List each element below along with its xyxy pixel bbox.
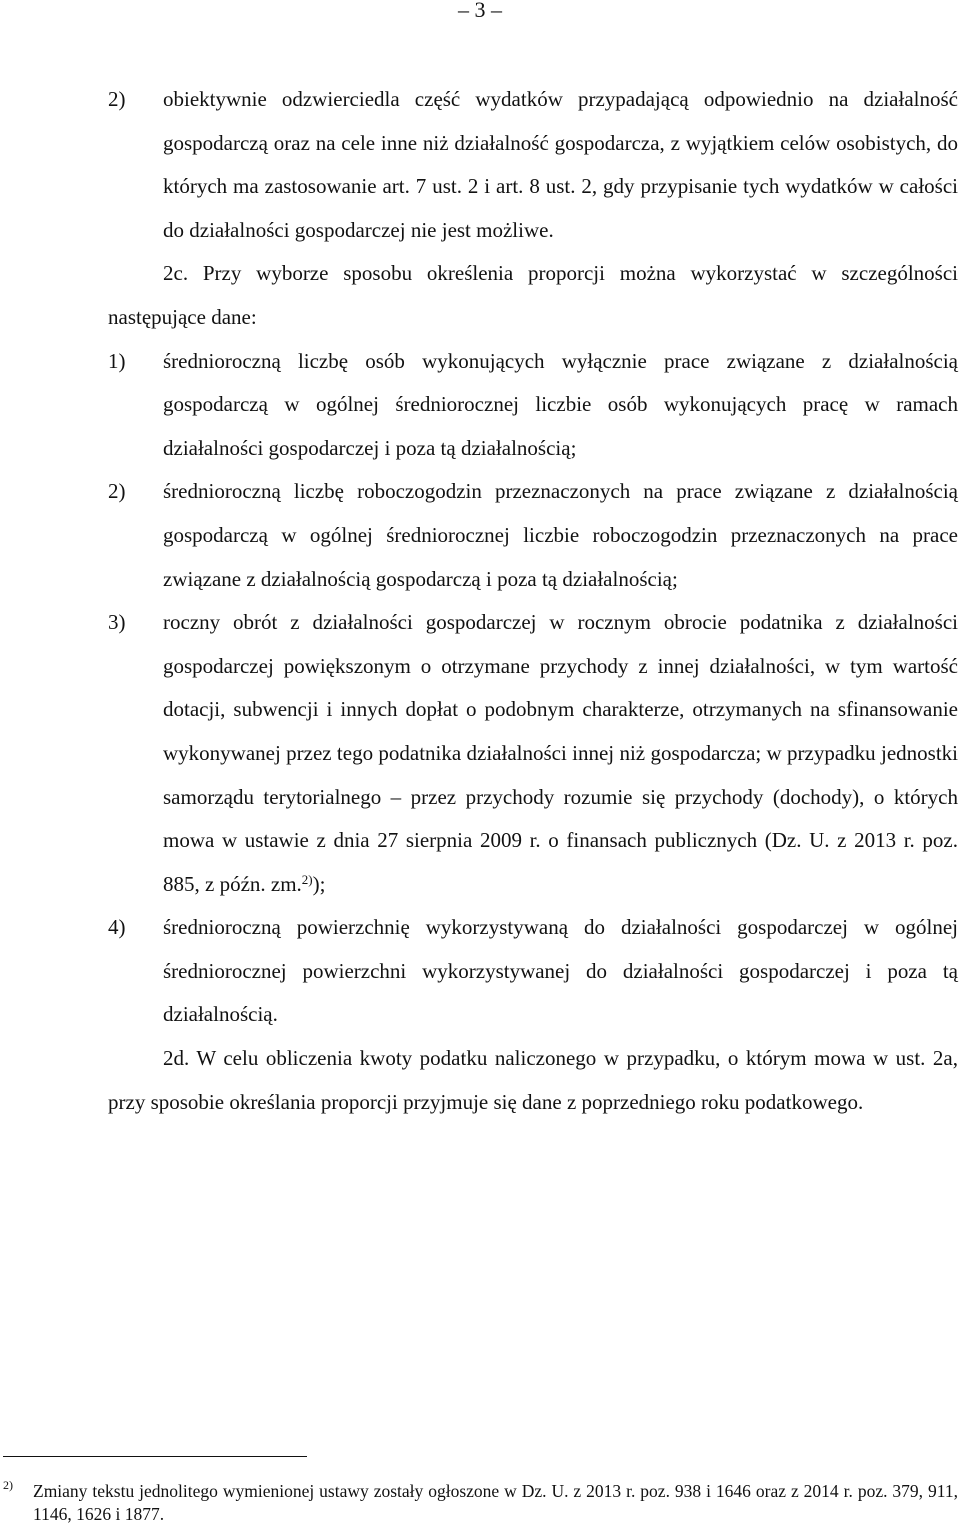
paragraph-2c: 2c. Przy wyborze sposobu określenia proporcji można wykorzystać w szczególności następujące dane: — [108, 261, 958, 329]
list-item-text: średnioroczną liczbę roboczogodzin przeznaczonych na prace związane z działalnością gospodarczą w ogólnej średniorocznej liczbie roboczogodzin przeznaczonych na prace związane z działalnością gospodarczą i poza tą działalnością; — [163, 479, 958, 591]
list-item-text — [163, 601, 958, 906]
footnote-mark: 2) — [3, 1478, 13, 1492]
list-item-number: 2) — [108, 87, 126, 111]
document-body — [108, 78, 958, 1124]
list-item — [108, 340, 958, 471]
list-item-text: średnioroczną liczbę osób wykonujących wyłącznie prace związane z działalnością gospodarczą w ogólnej średniorocznej liczbie osób wykonujących pracę w ramach działalności gospodarczej i poza tą działalnością; — [163, 348, 958, 460]
paragraph-2d: 2d. W celu obliczenia kwoty podatku naliczonego w przypadku, o którym mowa w ust. 2a, przy sposobie określania proporcji przyjmuje się dane z poprzedniego roku podatkowego. — [108, 1046, 958, 1114]
footnote-text: Zmiany tekstu jednolitego wymienionej ustawy zostały ogłoszone w Dz. U. z 2013 r. poz. 938 i 1646 oraz z 2014 r. poz. 379, 911, 1146, 1626 i 1877. — [33, 1481, 958, 1524]
list-item — [108, 78, 958, 252]
list-item-text-main: roczny obrót z działalności gospodarczej w rocznym obrocie podatnika z działalności gospodarczej powiększonym o otrzymane przychody z innej działalności, w tym wartość dotacji, subwencji i innych dopłat o podobnym charakterze, otrzymanych na sfinansowanie wykonywanej przez tego podatnika działalności innej niż gospodarcza; w przypadku jednostki samorządu terytorialnego – przez przychody rozumie się przychody (dochody), o których mowa w ustawie z dnia 27 sierpnia 2009 r. o finansach publicznych (Dz. U. z 2013 r. poz. 885, z późn. zm. — [163, 610, 958, 896]
footnote-reference[interactable]: 2) — [301, 871, 313, 887]
list-item-text: średnioroczną powierzchnię wykorzystywaną do działalności gospodarczej w ogólnej średniorocznej powierzchni wykorzystywanej do działalności gospodarczej i poza tą działalnością. — [163, 915, 958, 1027]
list-item-number: 4) — [108, 915, 126, 940]
footnote — [3, 1480, 958, 1526]
list-item — [108, 906, 958, 1037]
page-number: – 3 – — [458, 0, 502, 22]
list-item — [108, 601, 958, 906]
list-item — [108, 470, 958, 601]
list-item-number: 3) — [108, 610, 126, 635]
list-item-text-end: ); — [312, 871, 326, 896]
list-item-text: obiektywnie odzwierciedla część wydatków przypadającą odpowiednio na działalność gospodarczą oraz na cele inne niż działalność gospodarcza, z wyjątkiem celów osobistych, do których ma zastosowanie art. 7 ust. 2 i art. 8 ust. 2, gdy przypisanie tych wydatków w całości do działalności gospodarczej nie jest możliwe. — [163, 87, 958, 242]
footnote-divider — [3, 1456, 307, 1457]
list-item-number: 1) — [108, 348, 126, 373]
list-item-number: 2) — [108, 479, 126, 504]
